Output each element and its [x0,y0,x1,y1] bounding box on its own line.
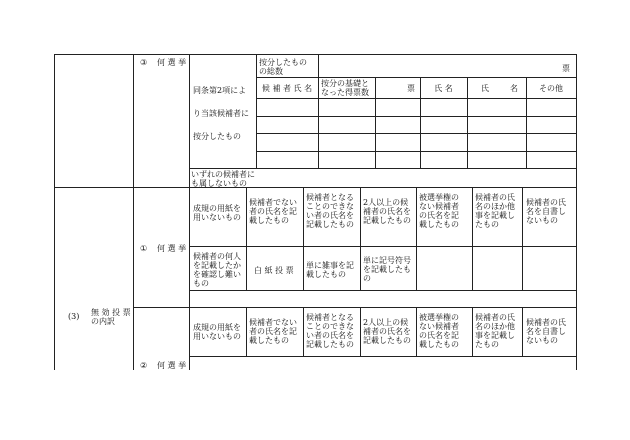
item-label: 無 効 投 票 の内訳 [91,308,131,326]
row3-cell: 候補者でない 者の氏名を記 載したもの [249,318,297,345]
row1-cell: 候補者となる ことのできな い者の氏名を 記載したもの [306,193,354,229]
rule [246,187,247,290]
rule [189,246,576,247]
side-label-1: 同条第2項によ [193,86,247,95]
rule [416,187,417,290]
item-number: (3) [68,312,80,321]
rule [522,307,523,356]
total-label: 按分したもの の総数 [259,58,307,76]
rule [256,98,576,99]
rule [189,290,576,291]
row3-cell: 候補者の氏 名のほか他 事を記載し たもの [475,313,515,349]
header-full-name: 氏 名 [434,84,453,93]
rule [256,77,576,78]
row3-cell: 2人以上の候 補者の氏名を 記載したもの [363,318,411,345]
row3-cell: 候補者となる ことのできな い者の氏名を 記載したもの [306,313,354,349]
sub1-label: 何 選 挙 [157,244,187,253]
header-other: その他 [539,84,563,93]
rule [375,77,376,168]
row1-cell: 成規の用紙を 用いないもの [193,204,241,222]
row3-cell: 候補者の氏 名を自書し ないもの [526,318,566,345]
rule [467,77,468,168]
rule [189,168,576,169]
row2-cell: 単に記号符号 を記載したも の [363,256,411,283]
row3-cell: 成規の用紙を 用いないもの [193,323,241,341]
sub2-label: 何 選 挙 [157,361,187,370]
rule [318,54,319,77]
section-number: ③ [140,58,148,67]
row1-cell: 候補者の氏 名のほか他 事を記載し たもの [475,193,515,229]
rule [256,54,257,168]
rule [416,307,417,356]
rule [472,307,473,356]
rule [133,307,576,308]
rule [360,307,361,356]
section-label: 何 選 挙 [157,58,187,67]
rule [576,54,577,370]
row1-cell: 被選挙権の ない候補者 の氏名を記 載したもの [419,193,459,229]
rule [246,307,247,356]
rule [133,54,134,370]
row2-cell: 白 紙 投 票 [254,266,294,275]
side-label-3: 按分したもの [193,132,241,141]
rule [256,151,576,152]
sub2-number: ② [140,361,148,370]
header-surname: 氏 [481,84,489,93]
row2-cell: 単に雑事を記 載したもの [306,261,354,279]
row1-cell: 2人以上の候 補者の氏名を 記載したもの [363,198,411,225]
rule [472,187,473,290]
header-given-name: 名 [510,84,518,93]
unassigned-label: いずれの候補者に も属しないもの [191,170,255,188]
header-basis-votes: 按分の基礎と なった得票数 [321,79,369,97]
rule [189,356,576,357]
rule [360,187,361,290]
row2-cell: 候補者の何人 を記載したか を確認し難い もの [193,252,241,288]
row1-cell: 候補者の氏 名を自書し ないもの [526,198,566,225]
rule [303,187,304,290]
side-label-2: り当該候補者に [193,109,249,118]
rule [256,133,576,134]
header-votes: 票 [407,84,415,93]
row3-cell: 被選挙権の ない候補者 の氏名を記 載したもの [419,313,459,349]
rule [318,77,319,168]
rule [522,187,523,290]
rule [189,54,190,370]
header-candidate-name: 候 補 者 氏 名 [261,84,313,93]
sub1-number: ① [140,244,148,253]
rule [303,307,304,356]
row1-cell: 候補者でない 者の氏名を記 載したもの [249,198,297,225]
rule [256,116,576,117]
total-unit: 票 [562,64,570,73]
rule [54,54,55,370]
